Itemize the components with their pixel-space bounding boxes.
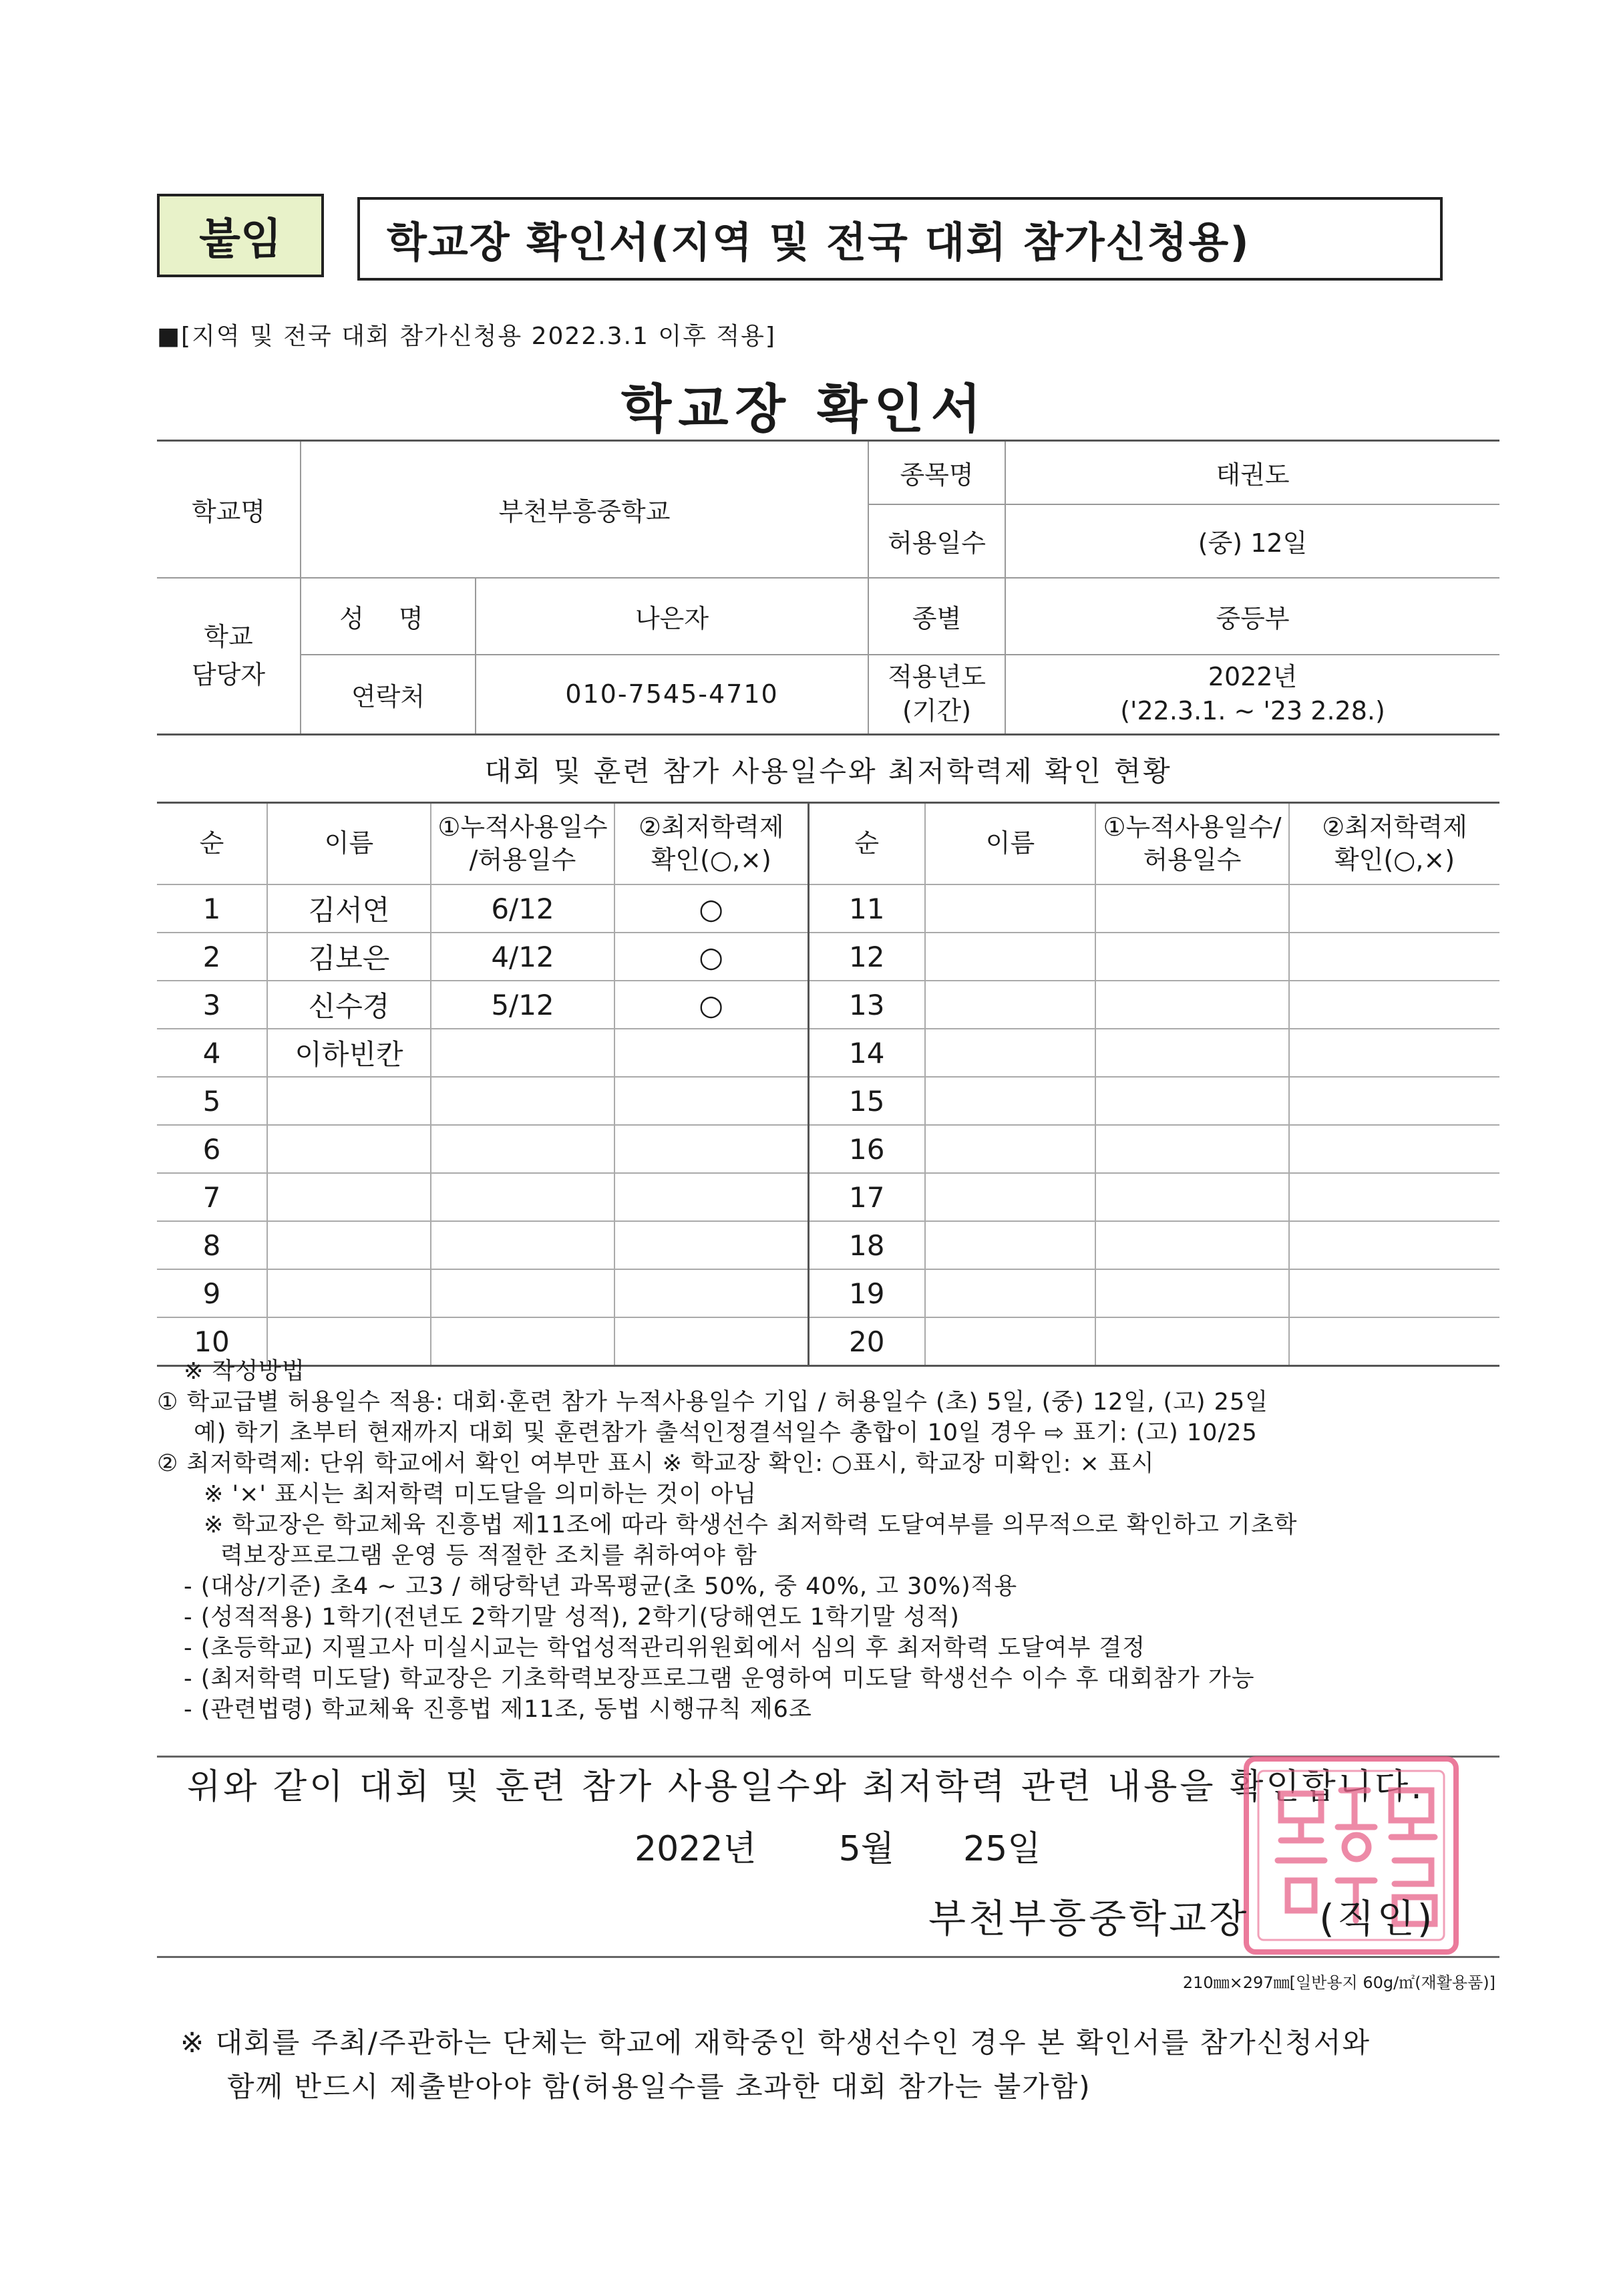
footnote-line2: 함께 반드시 제출받아야 함(허용일수를 초과한 대회 참가는 불가함) [227, 2070, 1091, 2103]
division-label: 종별 [868, 578, 1005, 655]
school-value: 부천부흥중학교 [301, 441, 868, 578]
col-days-right [1095, 803, 1289, 885]
note-2: ② 최저학력제: 단위 학교에서 확인 여부만 표시 ※ 학교장 확인: ○표시, 학교장 미확인: × 표시 [157, 1450, 1155, 1477]
table-row [157, 1077, 1499, 1125]
row-name-right [925, 1125, 1095, 1173]
row-check-right [1289, 1221, 1499, 1269]
row-days [431, 1029, 614, 1077]
row-days: 4/12 [431, 933, 614, 981]
row-days-right [1095, 1269, 1289, 1317]
row-no-left: 3 [157, 981, 267, 1029]
note-grades: - (성적적용) 1학기(전년도 2학기말 성적), 2학기(당해연도 1학기말 성적) [184, 1604, 960, 1631]
row-no-right: 17 [808, 1173, 925, 1221]
row-check-right [1289, 1125, 1499, 1173]
paper-spec: 210㎜×297㎜[일반용지 60g/㎡(재활용품)] [1182, 1973, 1495, 1992]
note-law: - (관련법령) 학교체육 진흥법 제11조, 동법 시행규칙 제6조 [184, 1696, 812, 1723]
col-name-left: 이름 [267, 803, 431, 885]
note-2-sub1: ※ '×' 표시는 최저학력 미도달을 의미하는 것이 아님 [204, 1481, 757, 1508]
row-name [267, 1269, 431, 1317]
confirmation-text: 위와 같이 대회 및 훈련 참가 사용일수와 최저학력 관련 내용을 확인합니다. [187, 1767, 1425, 1807]
table-row [157, 981, 1499, 1029]
col-no-right: 순 [808, 803, 925, 885]
row-check: ○ [614, 884, 808, 933]
note-target: - (대상/기준) 초4 ~ 고3 / 해당학년 과목평균(초 50%, 중 40%, 고 30%)적용 [184, 1573, 1018, 1600]
row-no-right: 14 [808, 1029, 925, 1077]
school-label: 학교명 [157, 441, 301, 578]
table-row [157, 1125, 1499, 1173]
scope-note: ■[지역 및 전국 대회 참가신청용 2022.3.1 이후 적용] [157, 323, 776, 350]
row-check [614, 1077, 808, 1125]
row-no-left: 5 [157, 1077, 267, 1125]
note-1-example: 예) 학기 초부터 현재까지 대회 및 훈련참가 출석인정결석일수 총합이 10일 경우 ⇨ 표기: (고) 10/25 [194, 1420, 1258, 1446]
col-check-left [614, 803, 808, 885]
col-days-right-line1: ①누적사용일수/ [1103, 812, 1282, 842]
table-row [157, 1221, 1499, 1269]
row-check-right [1289, 884, 1499, 933]
col-name-right: 이름 [925, 803, 1095, 885]
period-label [868, 655, 1005, 735]
row-no-right: 15 [808, 1077, 925, 1125]
row-no-left: 10 [157, 1317, 267, 1366]
row-days [431, 1221, 614, 1269]
row-days [431, 1269, 614, 1317]
row-days-right [1095, 1125, 1289, 1173]
note-elementary: - (초등학교) 지필고사 미실시교는 학업성적관리위원회에서 심의 후 최저학력 도달여부 결정 [184, 1635, 1146, 1661]
row-no-right: 19 [808, 1269, 925, 1317]
row-check-right [1289, 981, 1499, 1029]
row-no-left: 1 [157, 884, 267, 933]
row-name-right [925, 1269, 1095, 1317]
principal-name: 부천부흥중학교장 [928, 1896, 1250, 1941]
note-1: ① 학교급별 허용일수 적용: 대회·훈련 참가 누적사용일수 기입 / 허용일수 (초) 5일, (중) 12일, (고) 25일 [157, 1389, 1269, 1416]
note-heading: ※ 작성방법 [184, 1358, 305, 1385]
status-grid [157, 802, 1499, 1367]
row-name-right [925, 1221, 1095, 1269]
footnote [180, 2021, 1483, 2109]
name-value: 나은자 [476, 578, 868, 655]
row-check [614, 1173, 808, 1221]
row-days-right [1095, 1173, 1289, 1221]
contact-label: 연락처 [301, 655, 476, 735]
row-no-right: 20 [808, 1317, 925, 1366]
table-row [157, 1029, 1499, 1077]
principal-signature [928, 1887, 1435, 1943]
row-no-right: 16 [808, 1125, 925, 1173]
name-label: 성 명 [301, 578, 476, 655]
note-2-sub2: ※ 학교장은 학교체육 진흥법 제11조에 따라 학생선수 최저학력 도달여부를 의무적으로 확인하고 기초학 [204, 1512, 1298, 1538]
seal-mark: (직인) [1319, 1896, 1435, 1941]
period-year: 2022년 [1208, 661, 1298, 691]
row-name-right [925, 933, 1095, 981]
row-name [267, 1125, 431, 1173]
divider-bottom [157, 1956, 1499, 1958]
allowed-days-value: (중) 12일 [1005, 504, 1499, 578]
row-days: 5/12 [431, 981, 614, 1029]
row-no-right: 18 [808, 1221, 925, 1269]
table-row [157, 1173, 1499, 1221]
col-check-right-line2: 확인(○,×) [1334, 845, 1455, 874]
date-month: 5월 [838, 1829, 894, 1869]
row-check [614, 1029, 808, 1077]
row-check: ○ [614, 933, 808, 981]
manager-label: 학교 담당자 [157, 578, 301, 735]
row-no-left: 7 [157, 1173, 267, 1221]
row-name: 신수경 [267, 981, 431, 1029]
col-days-left-line2: /허용일수 [469, 845, 576, 874]
row-name [267, 1173, 431, 1221]
col-check-right [1289, 803, 1499, 885]
row-name-right [925, 981, 1095, 1029]
allowed-days-label: 허용일수 [868, 504, 1005, 578]
table-row [157, 1269, 1499, 1317]
table-row [157, 933, 1499, 981]
row-days-right [1095, 884, 1289, 933]
info-table [157, 440, 1499, 735]
col-days-left-line1: ①누적사용일수 [437, 812, 608, 842]
row-name-right [925, 1029, 1095, 1077]
event-label: 종목명 [868, 441, 1005, 504]
contact-value: 010-7545-4710 [476, 655, 868, 735]
row-days-right [1095, 1077, 1289, 1125]
row-no-left: 2 [157, 933, 267, 981]
row-check [614, 1269, 808, 1317]
row-name [267, 1077, 431, 1125]
row-no-left: 6 [157, 1125, 267, 1173]
table-row [157, 884, 1499, 933]
col-check-left-line1: ②최저학력제 [638, 812, 784, 842]
row-days-right [1095, 1221, 1289, 1269]
row-name [267, 1221, 431, 1269]
row-days [431, 1125, 614, 1173]
row-no-right: 11 [808, 884, 925, 933]
row-no-left: 9 [157, 1269, 267, 1317]
row-name-right [925, 1077, 1095, 1125]
writing-notes [157, 1356, 1506, 1725]
row-name: 김서연 [267, 884, 431, 933]
col-days-left [431, 803, 614, 885]
row-check-right [1289, 1077, 1499, 1125]
header-title: 학교장 확인서(지역 및 전국 대회 참가신청용) [357, 197, 1443, 281]
row-days-right [1095, 1029, 1289, 1077]
row-days: 6/12 [431, 884, 614, 933]
row-check [614, 1221, 808, 1269]
row-no-left: 8 [157, 1221, 267, 1269]
row-name: 이하빈칸 [267, 1029, 431, 1077]
row-check-right [1289, 933, 1499, 981]
status-title: 대회 및 훈련 참가 사용일수와 최저학력제 확인 현황 [484, 755, 1172, 788]
period-value [1005, 655, 1499, 735]
row-check [614, 1125, 808, 1173]
row-no-right: 13 [808, 981, 925, 1029]
row-days [431, 1077, 614, 1125]
row-days-right [1095, 933, 1289, 981]
col-no-left: 순 [157, 803, 267, 885]
row-check: ○ [614, 981, 808, 1029]
footnote-line1: ※ 대회를 주최/주관하는 단체는 학교에 재학중인 학생선수인 경우 본 확인서를 참가신청서와 [180, 2026, 1371, 2059]
row-days [431, 1173, 614, 1221]
period-label-line1: 적용년도 [888, 661, 986, 691]
period-range: ('22.3.1. ~ '23 2.28.) [1120, 696, 1385, 726]
row-check-right [1289, 1173, 1499, 1221]
row-check-right [1289, 1269, 1499, 1317]
note-2-sub2-cont: 력보장프로그램 운영 등 적절한 조치를 취하여야 함 [220, 1542, 757, 1569]
col-days-right-line2: 허용일수 [1143, 845, 1242, 874]
period-label-line2: (기간) [902, 696, 972, 726]
document-title: 학교장 확인서 [620, 379, 989, 440]
row-no-left: 4 [157, 1029, 267, 1077]
issue-date [635, 1820, 1041, 1870]
row-name-right [925, 1173, 1095, 1221]
row-no-right: 12 [808, 933, 925, 981]
col-check-right-line1: ②최저학력제 [1322, 812, 1467, 842]
date-year: 2022년 [635, 1829, 757, 1869]
row-name-right [925, 884, 1095, 933]
event-value: 태권도 [1005, 441, 1499, 504]
date-day: 25일 [963, 1829, 1041, 1869]
row-check-right [1289, 1029, 1499, 1077]
col-check-left-line2: 확인(○,×) [651, 845, 771, 874]
row-name: 김보은 [267, 933, 431, 981]
division-value: 중등부 [1005, 578, 1499, 655]
note-below-min: - (최저학력 미도달) 학교장은 기초학력보장프로그램 운영하여 미도달 학생선수 이수 후 대회참가 가능 [184, 1665, 1255, 1692]
attachment-label: 붙임 [157, 194, 324, 277]
row-days-right [1095, 981, 1289, 1029]
